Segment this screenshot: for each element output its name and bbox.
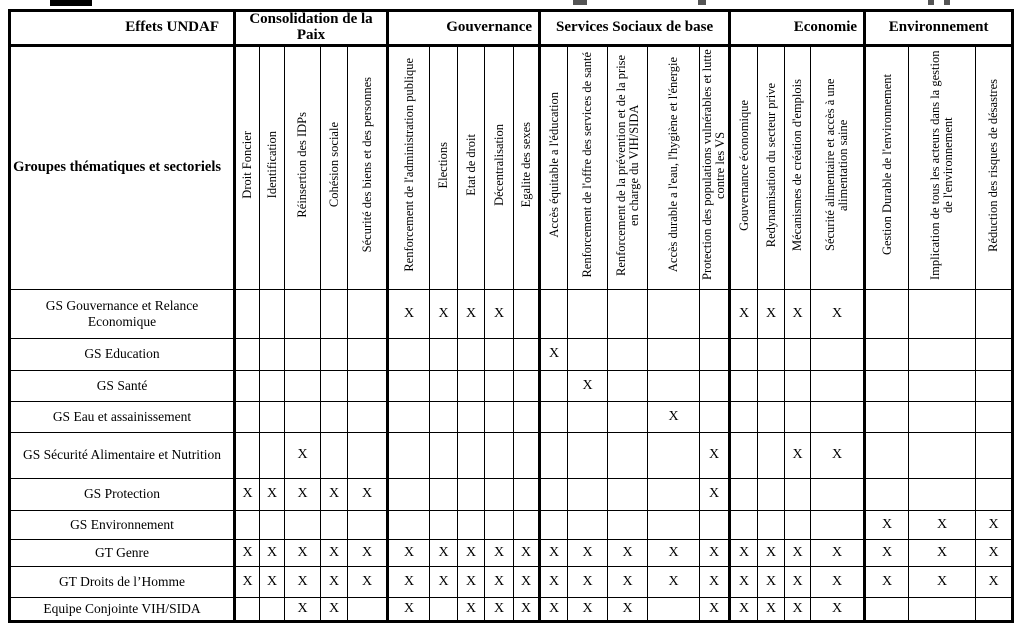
matrix-cell-empty (285, 401, 321, 432)
matrix-cell-marked: X (285, 432, 321, 478)
matrix-cell-empty (260, 401, 285, 432)
matrix-cell-empty (700, 401, 730, 432)
matrix-cell-marked: X (730, 539, 758, 566)
matrix-cell-marked: X (285, 539, 321, 566)
matrix-cell-empty (909, 432, 976, 478)
matrix-cell-empty (648, 597, 700, 621)
matrix-cell-empty (458, 510, 485, 539)
matrix-cell-empty (785, 338, 811, 370)
matrix-cell-marked: X (430, 566, 458, 597)
column-header-label: Etat de droit (463, 134, 478, 196)
matrix-cell-marked: X (976, 510, 1013, 539)
matrix-cell-marked: X (811, 539, 865, 566)
matrix-cell-marked: X (485, 597, 514, 621)
matrix-cell-marked: X (909, 510, 976, 539)
table-row (10, 478, 1013, 510)
matrix-cell-marked: X (285, 597, 321, 621)
matrix-cell-marked: X (785, 289, 811, 338)
matrix-cell-empty (260, 510, 285, 539)
matrix-cell-empty (430, 510, 458, 539)
row-label: GT Genre (10, 539, 235, 566)
matrix-cell-empty (785, 401, 811, 432)
matrix-cell-empty (909, 289, 976, 338)
matrix-cell-marked: X (430, 289, 458, 338)
matrix-cell-marked: X (260, 566, 285, 597)
matrix-cell-empty (540, 510, 568, 539)
matrix-cell-empty (909, 370, 976, 401)
matrix-cell-empty (485, 478, 514, 510)
corner-header: Effets UNDAF (10, 11, 235, 46)
matrix-cell-empty (909, 401, 976, 432)
column-header-label: Décentralisation (491, 124, 506, 206)
matrix-cell-marked: X (348, 566, 388, 597)
matrix-cell-empty (700, 370, 730, 401)
matrix-cell-empty (540, 289, 568, 338)
column-header-21 (909, 45, 976, 289)
matrix-cell-empty (430, 370, 458, 401)
column-header-19 (811, 45, 865, 289)
table-row (10, 566, 1013, 597)
matrix-cell-empty (540, 432, 568, 478)
matrix-cell-marked: X (730, 566, 758, 597)
matrix-cell-marked: X (321, 539, 348, 566)
matrix-cell-empty (388, 510, 430, 539)
row-label: GS Sécurité Alimentaire et Nutrition (10, 432, 235, 478)
matrix-cell-marked: X (730, 597, 758, 621)
clipped-text-fragment (698, 0, 706, 5)
column-header-label: Renforcement de la prévention et de la prise en charge du VIH/SIDA (613, 54, 641, 276)
matrix-cell-empty (348, 338, 388, 370)
matrix-cell-empty (811, 510, 865, 539)
matrix-cell-empty (388, 370, 430, 401)
matrix-cell-marked: X (514, 597, 540, 621)
matrix-cell-empty (811, 338, 865, 370)
matrix-cell-empty (758, 510, 785, 539)
matrix-cell-empty (700, 289, 730, 338)
matrix-cell-marked: X (348, 539, 388, 566)
column-header-label: Réinsertion des IDPs (295, 112, 310, 218)
matrix-cell-empty (321, 370, 348, 401)
column-header-8 (458, 45, 485, 289)
row-label: GS Environnement (10, 510, 235, 539)
table-row (10, 370, 1013, 401)
matrix-cell-marked: X (568, 566, 608, 597)
column-header-14 (648, 45, 700, 289)
matrix-cell-marked: X (321, 566, 348, 597)
matrix-cell-empty (430, 401, 458, 432)
column-header-15 (700, 45, 730, 289)
matrix-cell-empty (608, 289, 648, 338)
matrix-cell-marked: X (348, 478, 388, 510)
row-label: GS Gouvernance et Relance Economique (10, 289, 235, 338)
matrix-cell-empty (608, 338, 648, 370)
matrix-cell-empty (976, 338, 1013, 370)
matrix-cell-marked: X (458, 566, 485, 597)
matrix-cell-empty (235, 289, 260, 338)
matrix-cell-marked: X (514, 539, 540, 566)
column-header-22 (976, 45, 1013, 289)
clipped-text-fragment (944, 0, 950, 5)
matrix-cell-empty (865, 289, 909, 338)
matrix-cell-empty (388, 338, 430, 370)
matrix-cell-marked: X (865, 539, 909, 566)
matrix-cell-marked: X (758, 539, 785, 566)
matrix-cell-marked: X (540, 539, 568, 566)
matrix-cell-empty (785, 510, 811, 539)
matrix-cell-empty (388, 401, 430, 432)
matrix-cell-empty (758, 401, 785, 432)
matrix-cell-empty (758, 370, 785, 401)
matrix-cell-empty (285, 338, 321, 370)
matrix-cell-empty (730, 510, 758, 539)
matrix-cell-empty (648, 510, 700, 539)
matrix-cell-empty (260, 370, 285, 401)
matrix-cell-empty (608, 510, 648, 539)
matrix-cell-empty (430, 432, 458, 478)
row-label: GS Education (10, 338, 235, 370)
table-row (10, 289, 1013, 338)
matrix-cell-marked: X (388, 289, 430, 338)
table-row (10, 510, 1013, 539)
matrix-cell-empty (865, 370, 909, 401)
column-header-13 (608, 45, 648, 289)
matrix-cell-empty (865, 478, 909, 510)
column-header-label: Sécurité alimentaire et accès à une alimentation saine (823, 78, 851, 252)
row-label: GS Eau et assainissement (10, 401, 235, 432)
matrix-cell-empty (865, 338, 909, 370)
matrix-cell-empty (458, 370, 485, 401)
column-header-label: Sécurité des biens et des personnes (359, 77, 374, 253)
matrix-cell-empty (388, 432, 430, 478)
matrix-cell-empty (608, 478, 648, 510)
matrix-cell-empty (348, 510, 388, 539)
matrix-cell-marked: X (608, 597, 648, 621)
matrix-cell-empty (458, 432, 485, 478)
matrix-cell-empty (430, 478, 458, 510)
matrix-cell-empty (540, 401, 568, 432)
matrix-cell-empty (235, 401, 260, 432)
matrix-cell-marked: X (388, 597, 430, 621)
column-header-3 (285, 45, 321, 289)
matrix-cell-empty (700, 338, 730, 370)
matrix-cell-empty (976, 597, 1013, 621)
matrix-cell-marked: X (540, 566, 568, 597)
matrix-cell-empty (976, 478, 1013, 510)
row-label: Equipe Conjointe VIH/SIDA (10, 597, 235, 621)
matrix-cell-empty (285, 510, 321, 539)
matrix-cell-empty (730, 401, 758, 432)
matrix-cell-empty (260, 597, 285, 621)
matrix-cell-marked: X (976, 566, 1013, 597)
column-header-label: Protection des populations vulnérables et lutte contre les VS (700, 49, 728, 281)
matrix-cell-empty (260, 289, 285, 338)
group-header-4: Economie (730, 11, 865, 46)
matrix-cell-empty (976, 401, 1013, 432)
table-row (10, 401, 1013, 432)
matrix-cell-marked: X (785, 566, 811, 597)
matrix-cell-empty (485, 401, 514, 432)
matrix-cell-empty (730, 478, 758, 510)
matrix-cell-marked: X (235, 478, 260, 510)
matrix-cell-empty (430, 338, 458, 370)
matrix-cell-empty (514, 401, 540, 432)
matrix-cell-empty (348, 432, 388, 478)
matrix-cell-marked: X (285, 566, 321, 597)
matrix-cell-empty (260, 432, 285, 478)
matrix-cell-empty (568, 510, 608, 539)
matrix-cell-empty (909, 338, 976, 370)
matrix-cell-empty (514, 338, 540, 370)
matrix-cell-empty (514, 370, 540, 401)
matrix-cell-marked: X (514, 566, 540, 597)
matrix-cell-empty (568, 289, 608, 338)
matrix-cell-marked: X (568, 539, 608, 566)
column-header-label: Redynamisation du secteur prive (763, 82, 778, 248)
matrix-cell-marked: X (285, 478, 321, 510)
column-header-4 (321, 45, 348, 289)
matrix-cell-marked: X (785, 539, 811, 566)
matrix-cell-marked: X (540, 338, 568, 370)
matrix-cell-empty (568, 401, 608, 432)
row-label: GT Droits de l’Homme (10, 566, 235, 597)
matrix-cell-empty (348, 597, 388, 621)
clipped-previous-line-highlight (50, 0, 92, 6)
matrix-cell-empty (260, 338, 285, 370)
matrix-cell-marked: X (458, 597, 485, 621)
column-header-label: Accès équitable a l'éducation (546, 92, 561, 238)
matrix-cell-empty (648, 338, 700, 370)
column-header-label: Renforcement de l'offre des services de santé (580, 52, 595, 278)
matrix-cell-marked: X (485, 289, 514, 338)
column-header-10 (514, 45, 540, 289)
matrix-cell-empty (235, 432, 260, 478)
column-header-5 (348, 45, 388, 289)
row-label: GS Protection (10, 478, 235, 510)
matrix-cell-empty (540, 478, 568, 510)
matrix-cell-empty (568, 338, 608, 370)
matrix-cell-empty (976, 370, 1013, 401)
matrix-cell-empty (730, 432, 758, 478)
matrix-cell-marked: X (321, 478, 348, 510)
column-header-label: Cohésion sociale (326, 122, 341, 208)
matrix-cell-marked: X (388, 566, 430, 597)
matrix-cell-empty (540, 370, 568, 401)
matrix-cell-empty (285, 289, 321, 338)
column-header-20 (865, 45, 909, 289)
matrix-cell-marked: X (608, 566, 648, 597)
matrix-cell-empty (235, 597, 260, 621)
column-header-7 (430, 45, 458, 289)
matrix-cell-empty (785, 370, 811, 401)
column-header-label: Egalite des sexes (518, 122, 533, 208)
matrix-cell-empty (909, 597, 976, 621)
matrix-cell-marked: X (865, 566, 909, 597)
row-label: GS Santé (10, 370, 235, 401)
matrix-cell-marked: X (785, 432, 811, 478)
group-header-3: Services Sociaux de base (540, 11, 730, 46)
column-header-17 (758, 45, 785, 289)
matrix-cell-marked: X (758, 597, 785, 621)
matrix-cell-empty (514, 289, 540, 338)
matrix-cell-empty (514, 432, 540, 478)
matrix-cell-empty (909, 478, 976, 510)
matrix-cell-empty (348, 370, 388, 401)
matrix-cell-empty (700, 510, 730, 539)
matrix-cell-empty (348, 289, 388, 338)
matrix-cell-empty (785, 478, 811, 510)
matrix-cell-empty (321, 510, 348, 539)
matrix-cell-marked: X (458, 539, 485, 566)
matrix-cell-empty (730, 338, 758, 370)
matrix-cell-empty (865, 401, 909, 432)
matrix-cell-marked: X (811, 597, 865, 621)
matrix-cell-marked: X (785, 597, 811, 621)
table-row (10, 597, 1013, 621)
matrix-cell-empty (976, 289, 1013, 338)
matrix-cell-marked: X (321, 597, 348, 621)
matrix-cell-marked: X (700, 566, 730, 597)
matrix-cell-empty (811, 478, 865, 510)
matrix-cell-empty (514, 510, 540, 539)
matrix-cell-empty (321, 338, 348, 370)
column-header-label: Accès durable a l'eau, l'hygiène et l'énergie (666, 57, 681, 273)
matrix-cell-marked: X (648, 401, 700, 432)
matrix-cell-empty (865, 597, 909, 621)
matrix-cell-marked: X (648, 539, 700, 566)
column-header-6 (388, 45, 430, 289)
matrix-cell-empty (608, 432, 648, 478)
group-header-2: Gouvernance (388, 11, 540, 46)
matrix-cell-marked: X (700, 478, 730, 510)
matrix-cell-marked: X (388, 539, 430, 566)
column-header-12 (568, 45, 608, 289)
matrix-cell-empty (608, 370, 648, 401)
matrix-cell-marked: X (700, 597, 730, 621)
matrix-cell-empty (730, 370, 758, 401)
matrix-cell-empty (568, 478, 608, 510)
column-header-18 (785, 45, 811, 289)
matrix-cell-empty (485, 510, 514, 539)
column-header-1 (235, 45, 260, 289)
matrix-cell-marked: X (485, 539, 514, 566)
matrix-cell-empty (648, 478, 700, 510)
table-row (10, 338, 1013, 370)
matrix-cell-empty (485, 432, 514, 478)
matrix-cell-empty (321, 401, 348, 432)
column-header-11 (540, 45, 568, 289)
table-row (10, 539, 1013, 566)
table-row (10, 432, 1013, 478)
matrix-cell-empty (568, 432, 608, 478)
clipped-text-fragment (573, 0, 587, 5)
clipped-text-fragment (928, 0, 934, 5)
matrix-cell-marked: X (976, 539, 1013, 566)
matrix-cell-marked: X (568, 370, 608, 401)
column-header-9 (485, 45, 514, 289)
matrix-cell-marked: X (811, 289, 865, 338)
matrix-cell-empty (758, 338, 785, 370)
matrix-cell-empty (458, 478, 485, 510)
matrix-cell-marked: X (730, 289, 758, 338)
matrix-cell-marked: X (260, 539, 285, 566)
matrix-cell-marked: X (700, 539, 730, 566)
matrix-cell-empty (758, 432, 785, 478)
column-header-label: Mécanismes de création d'emplois (790, 79, 805, 251)
matrix-cell-marked: X (540, 597, 568, 621)
matrix-cell-marked: X (608, 539, 648, 566)
matrix-cell-marked: X (235, 539, 260, 566)
matrix-cell-empty (321, 289, 348, 338)
matrix-cell-marked: X (758, 566, 785, 597)
matrix-cell-marked: X (568, 597, 608, 621)
matrix-cell-empty (648, 289, 700, 338)
column-header-label: Elections (436, 141, 451, 189)
matrix-cell-empty (388, 478, 430, 510)
matrix-cell-marked: X (458, 289, 485, 338)
column-header-label: Réduction des risques de désastres (986, 78, 1001, 252)
matrix-cell-marked: X (648, 566, 700, 597)
matrix-cell-marked: X (865, 510, 909, 539)
matrix-cell-marked: X (811, 566, 865, 597)
undaf-matrix-table (8, 9, 1014, 623)
matrix-cell-marked: X (811, 432, 865, 478)
matrix-cell-empty (235, 370, 260, 401)
group-header-1: Consolidation de la Paix (235, 11, 388, 46)
matrix-cell-marked: X (235, 566, 260, 597)
matrix-cell-empty (811, 401, 865, 432)
column-header-label: Identification (264, 131, 279, 199)
matrix-cell-empty (458, 401, 485, 432)
matrix-cell-marked: X (909, 539, 976, 566)
column-header-label: Gestion Durable de l'environnement (879, 74, 894, 256)
matrix-cell-empty (608, 401, 648, 432)
matrix-cell-empty (485, 370, 514, 401)
group-header-5: Environnement (865, 11, 1013, 46)
matrix-cell-empty (430, 597, 458, 621)
matrix-cell-empty (348, 401, 388, 432)
matrix-cell-empty (811, 370, 865, 401)
matrix-cell-empty (865, 432, 909, 478)
column-header-16 (730, 45, 758, 289)
matrix-cell-empty (235, 510, 260, 539)
column-header-2 (260, 45, 285, 289)
column-header-label: Renforcement de l'administration publique (401, 58, 416, 272)
matrix-cell-marked: X (260, 478, 285, 510)
matrix-cell-marked: X (485, 566, 514, 597)
matrix-cell-marked: X (758, 289, 785, 338)
matrix-cell-empty (485, 338, 514, 370)
matrix-cell-marked: X (700, 432, 730, 478)
matrix-cell-empty (976, 432, 1013, 478)
row-group-header: Groupes thématiques et sectoriels (10, 45, 235, 289)
matrix-cell-empty (648, 370, 700, 401)
matrix-cell-empty (458, 338, 485, 370)
column-header-label: Gouvernance économique (736, 99, 751, 231)
matrix-cell-empty (648, 432, 700, 478)
matrix-cell-empty (235, 338, 260, 370)
matrix-cell-empty (758, 478, 785, 510)
column-header-label: Droit Foncier (240, 131, 255, 199)
matrix-cell-empty (285, 370, 321, 401)
matrix-cell-marked: X (909, 566, 976, 597)
column-header-label: Implication de tous les acteurs dans la gestion de l'environnement (928, 50, 956, 280)
matrix-cell-empty (514, 478, 540, 510)
matrix-cell-marked: X (430, 539, 458, 566)
matrix-cell-empty (321, 432, 348, 478)
